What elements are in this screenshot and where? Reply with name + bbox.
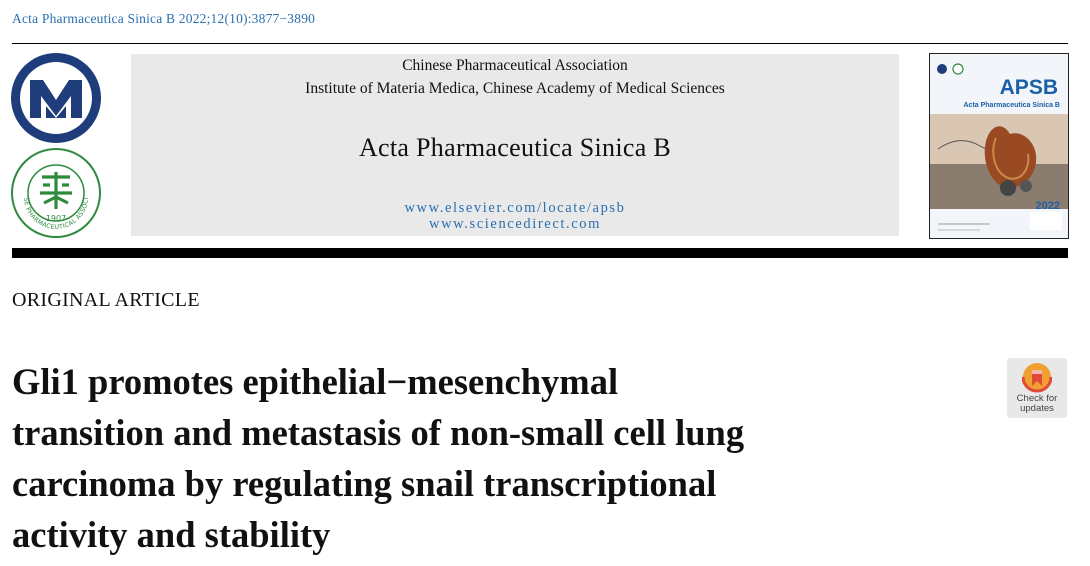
title-line: Gli1 promotes epithelial−mesenchymal xyxy=(12,361,619,402)
header-rule xyxy=(12,43,1068,44)
journal-url-elsevier[interactable]: www.elsevier.com/locate/apsb xyxy=(404,200,626,216)
check-for-updates-button[interactable] xyxy=(1007,358,1067,418)
check-updates-line-2: updates xyxy=(1020,403,1054,414)
title-line: carcinoma by regulating snail transcriptional xyxy=(12,463,717,504)
journal-cover-image[interactable] xyxy=(929,53,1069,239)
seal-year: 1907 xyxy=(45,214,67,223)
association-name: Chinese Pharmaceutical Association xyxy=(402,57,628,74)
journal-url-sciencedirect[interactable]: www.sciencedirect.com xyxy=(429,216,601,232)
institute-name: Institute of Materia Medica, Chinese Academy of Medical Sciences xyxy=(305,80,725,97)
cover-year: 2022 xyxy=(1035,200,1060,212)
association-seal-logo xyxy=(10,147,102,239)
journal-masthead xyxy=(131,54,899,236)
masthead-divider xyxy=(12,248,1068,258)
journal-name: Acta Pharmaceutica Sinica B xyxy=(358,133,672,162)
article-title xyxy=(12,356,912,560)
title-line: transition and metastasis of non-small cell lung xyxy=(12,412,745,453)
cover-subtitle: Acta Pharmaceutica Sinica B xyxy=(963,102,1060,109)
journal-citation: Acta Pharmaceutica Sinica B 2022;12(10):3877−3890 xyxy=(12,11,316,26)
title-line: activity and stability xyxy=(12,514,331,555)
cover-title: APSB xyxy=(999,76,1058,99)
check-updates-line-1: Check for xyxy=(1016,393,1058,404)
article-type: ORIGINAL ARTICLE xyxy=(12,289,200,311)
institute-logo xyxy=(10,52,102,144)
check-updates-label xyxy=(1007,394,1067,414)
seal-ring-text: SE PHARMACEUTICAL ASSOCI xyxy=(21,197,91,232)
bookmark-icon xyxy=(1022,362,1052,394)
